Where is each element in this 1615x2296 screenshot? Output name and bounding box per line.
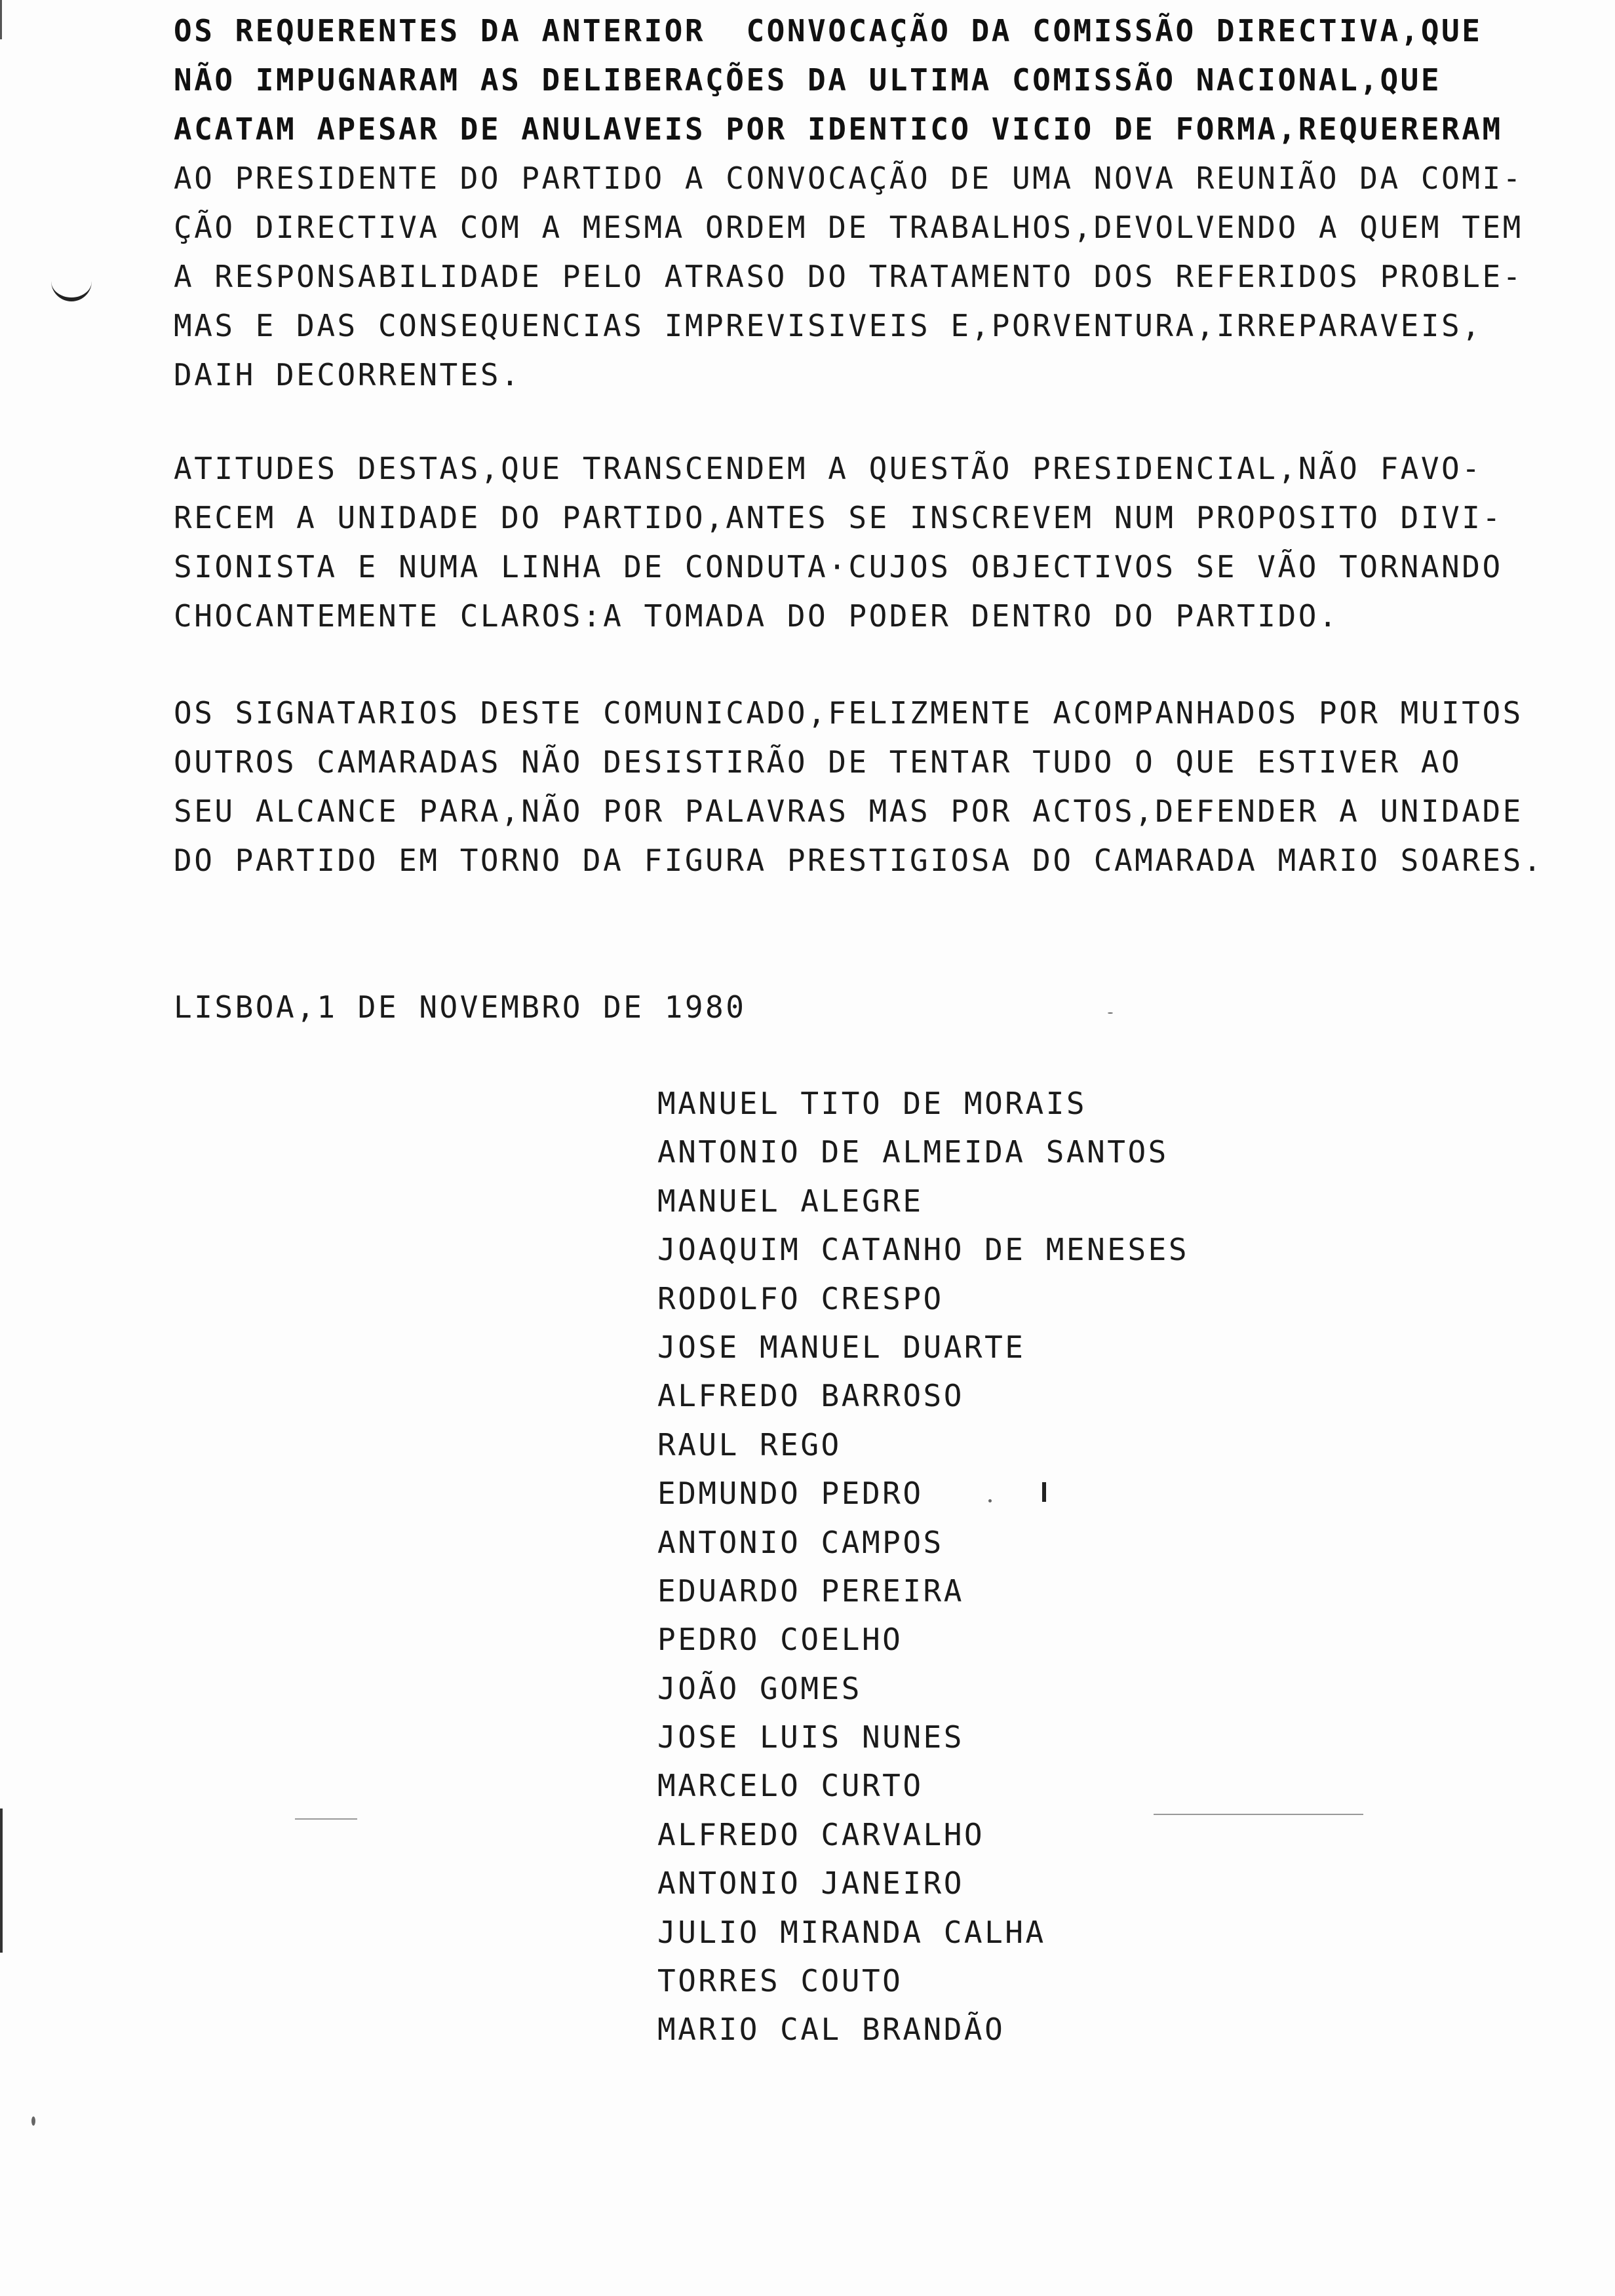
scan-dash	[295, 1818, 357, 1820]
signatory-name: MARIO CAL BRANDÃO	[657, 2012, 1005, 2048]
signatory-name: ANTONIO JANEIRO	[657, 1866, 964, 1902]
signatory-name: ANTONIO CAMPOS	[657, 1524, 944, 1560]
signatory-name: MANUEL ALEGRE	[657, 1183, 924, 1219]
signatory-name: JOSE LUIS NUNES	[657, 1719, 964, 1755]
text-line: SEU ALCANCE PARA,NÃO POR PALAVRAS MAS POR ACTOS,DEFENDER A UNIDADE	[174, 794, 1523, 829]
text-line: DAIH DECORRENTES.	[174, 357, 522, 392]
text-line: SIONISTA E NUMA LINHA DE CONDUTA·CUJOS OBJECTIVOS SE VÃO TORNANDO	[174, 549, 1503, 584]
text-line: DO PARTIDO EM TORNO DA FIGURA PRESTIGIOSA DO CAMARADA MARIO SOARES.	[174, 843, 1544, 878]
text-line: OS SIGNATARIOS DESTE COMUNICADO,FELIZMENTE ACOMPANHADOS POR MUITOS	[174, 695, 1523, 731]
scan-speck	[31, 2116, 35, 2126]
signatory-name: ALFREDO CARVALHO	[657, 1816, 985, 1852]
text-line: OS REQUERENTES DA ANTERIOR CONVOCAÇÃO DA COMISSÃO DIRECTIVA,QUE	[174, 13, 1483, 48]
signatory-name: JOÃO GOMES	[657, 1670, 862, 1706]
signatory-name: MARCELO CURTO	[657, 1768, 924, 1804]
text-line: OUTROS CAMARADAS NÃO DESISTIRÃO DE TENTAR TUDO O QUE ESTIVER AO	[174, 744, 1462, 780]
text-line: MAS E DAS CONSEQUENCIAS IMPREVISIVEIS E,PORVENTURA,IRREPARAVEIS,	[174, 308, 1483, 343]
signatory-name: ALFREDO BARROSO	[657, 1378, 964, 1414]
paragraph-1	[174, 7, 1583, 400]
signatory-name: MANUEL TITO DE MORAIS	[657, 1086, 1087, 1121]
text-line: ATITUDES DESTAS,QUE TRANSCENDEM A QUESTÃO PRESIDENCIAL,NÃO FAVO-	[174, 451, 1483, 486]
text-line: NÃO IMPUGNARAM AS DELIBERAÇÕES DA ULTIMA COMISSÃO NACIONAL,QUE	[174, 62, 1442, 98]
text-line: ÇÃO DIRECTIVA COM A MESMA ORDEM DE TRABALHOS,DEVOLVENDO A QUEM TEM	[174, 210, 1523, 245]
text-line: A RESPONSABILIDADE PELO ATRASO DO TRATAMENTO DOS REFERIDOS PROBLE-	[174, 259, 1523, 294]
signatory-name: EDUARDO PEREIRA	[657, 1573, 964, 1609]
signatory-name: RODOLFO CRESPO	[657, 1280, 944, 1316]
signatory-list	[657, 1079, 1189, 2054]
signatory-name: TORRES COUTO	[657, 1963, 903, 1999]
signatory-name: EDMUNDO PEDRO	[657, 1476, 924, 1512]
signatory-name: ANTONIO DE ALMEIDA SANTOS	[657, 1134, 1169, 1170]
scan-speck	[1108, 1012, 1113, 1014]
signatory-name: JOAQUIM CATANHO DE MENESES	[657, 1232, 1190, 1268]
scan-edge-rule	[0, 1808, 3, 1953]
date-line: LISBOA,1 DE NOVEMBRO DE 1980	[174, 989, 747, 1025]
text-line: RECEM A UNIDADE DO PARTIDO,ANTES SE INSCREVEM NUM PROPOSITO DIVI-	[174, 500, 1503, 535]
signatory-name: JULIO MIRANDA CALHA	[657, 1914, 1046, 1950]
text-line: AO PRESIDENTE DO PARTIDO A CONVOCAÇÃO DE UMA NOVA REUNIÃO DA COMI-	[174, 161, 1523, 196]
paragraph-3	[174, 689, 1583, 885]
signatory-name: JOSE MANUEL DUARTE	[657, 1329, 1026, 1365]
signatory-name: PEDRO COELHO	[657, 1622, 903, 1658]
signatory-name: RAUL REGO	[657, 1426, 842, 1463]
ink-mark	[51, 275, 92, 301]
text-line: CHOCANTEMENTE CLAROS:A TOMADA DO PODER DENTRO DO PARTIDO.	[174, 598, 1340, 634]
scan-edge-mark	[0, 0, 2, 39]
paragraph-2	[174, 444, 1583, 641]
text-line: ACATAM APESAR DE ANULAVEIS POR IDENTICO VICIO DE FORMA,REQUERERAM	[174, 111, 1503, 147]
